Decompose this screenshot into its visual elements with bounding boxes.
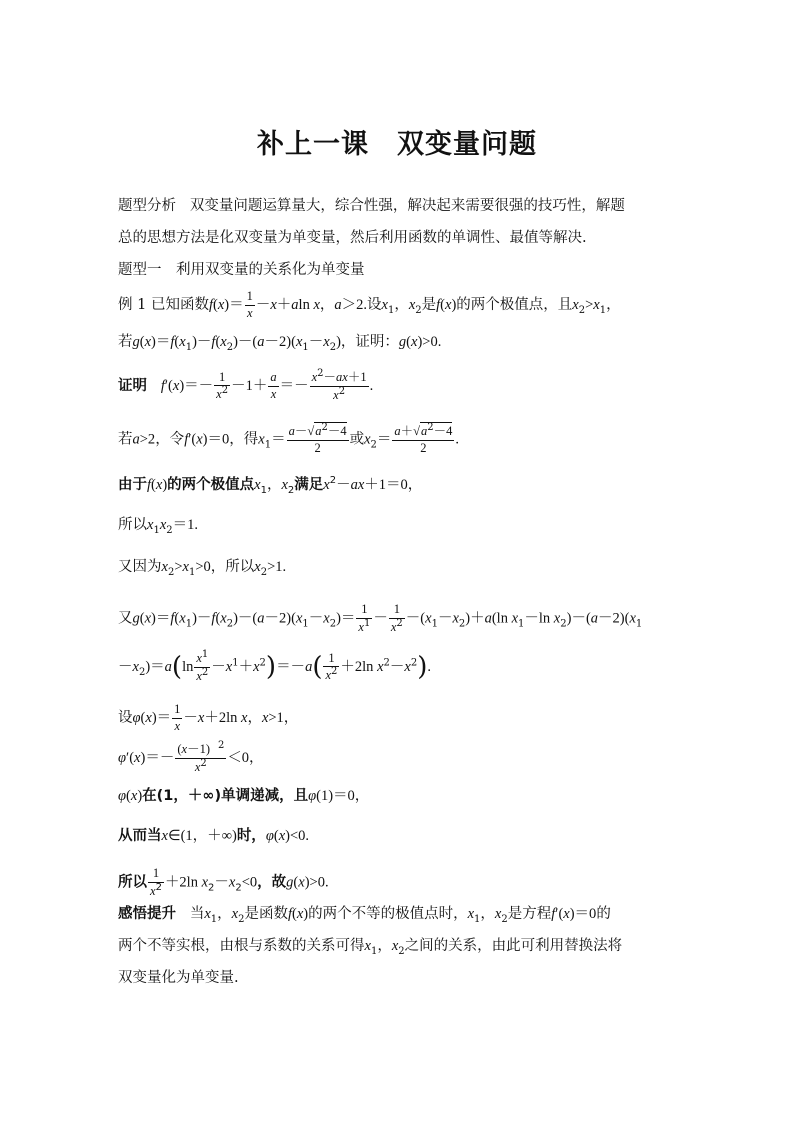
proof-line-2: 若a>2，令f′(x)＝0，得$x_1=$ $\frac{a-√a^2-4}{2}$ 或$x_2=$ $\frac{a+√a^2-4}{2}$ .: [118, 421, 460, 455]
intro-line-1: [118, 199, 625, 214]
example1-line-1: 例 1 已知函数f(x)＝ $\frac{1}{x}$ －x＋aln x，a＞2.设$x_1$，$x_2$是f(x)的两个极值点，且$x_2>x_1$，: [118, 289, 621, 320]
insight-line-1: 感悟提升 当$x_1$，$x_2$是函数f(x)的两个不等的极值点时，$x_1$，$x_2$是方程f′(x)＝0的: [118, 906, 611, 925]
proof-line-9: φ′(x)＝－ $\frac{(x-1) ^2}{x^2}$ ＜0，: [118, 739, 264, 774]
example1-line-2: 若$g(x)=f(x_1)-f(x_2)-(a-2)(x_1-x_2)$，证明：g(x)>0.: [118, 334, 442, 353]
proof-line-11: 从而当x∈(1，＋∞)时，φ(x)<0.: [118, 828, 310, 844]
proof-line-12: 所以 $\frac{1}{x^2}$ ＋2ln $x_2-x_2<0$，故g(x)>0.: [118, 866, 329, 898]
proof-line-5: 又因为$x_2>x_1>0$，所以$x_2>1$.: [118, 559, 287, 578]
insight-line-2: 两个不等实根，由根与系数的关系可得$x_1$，$x_2$之间的关系，由此可利用替换法将: [118, 938, 623, 957]
fraction: $\frac{1}{x}$: [246, 289, 253, 320]
example-label: 例 1: [118, 297, 147, 314]
type1-heading: 题型一 利用双变量的关系化为单变量: [118, 262, 365, 278]
page-title: 补上一课 双变量问题: [257, 129, 537, 160]
example-known: 已知函数: [150, 297, 209, 314]
intro-line-2: 总的思想方法是化双变量为单变量，然后利用函数的单调性、最值等解决.: [118, 230, 587, 246]
proof-line-10: φ(x)在(1，＋∞)单调递减，且φ(1)＝0，: [118, 788, 370, 804]
proof-line-3: 由于f(x)的两个极值点$x_1$，$x_2$满足$x^2-ax+1=0$，: [118, 475, 423, 496]
intro-label: 题型分析: [118, 198, 176, 214]
intro-text-1: 双变量问题运算量大，综合性强，解决起来需要很强的技巧性，解题: [189, 198, 625, 214]
proof-line-7: $-x_2)=a(\ln$ $\frac{x^1}{x^2}$ $-x^1+x^2)=-a$( $\frac{1}{x^2}$ ＋2ln $x^2-x^2$).: [118, 648, 431, 683]
proof-line-8: 设φ(x)＝ $\frac{1}{x}$ －x＋2ln x，x>1，: [118, 702, 299, 733]
proof-label: 证明: [118, 378, 147, 395]
insight-line-3: 双变量化为单变量.: [118, 970, 239, 986]
insight-label: 感悟提升: [118, 906, 176, 922]
proof-line-4: 所以$x_1x_2=1$.: [118, 517, 198, 536]
proof-line-1: 证明 f′(x)＝－ $\frac{1}{x^2}$ －1＋ $\frac{a}{x}$ ＝－ $\frac{x^2-ax+1}{x^2}$ .: [118, 367, 374, 402]
proof-line-6: 又$g(x)=f(x_1)-f(x_2)-(a-2)(x_1-x_2)=$ $\frac{1}{x^1}$ － $\frac{1}{x^2}$ $-(x_1-x_2)+a(\ln$ $x_1-\ln$ $x_2)-(a-2)(x_1$: [118, 602, 643, 634]
